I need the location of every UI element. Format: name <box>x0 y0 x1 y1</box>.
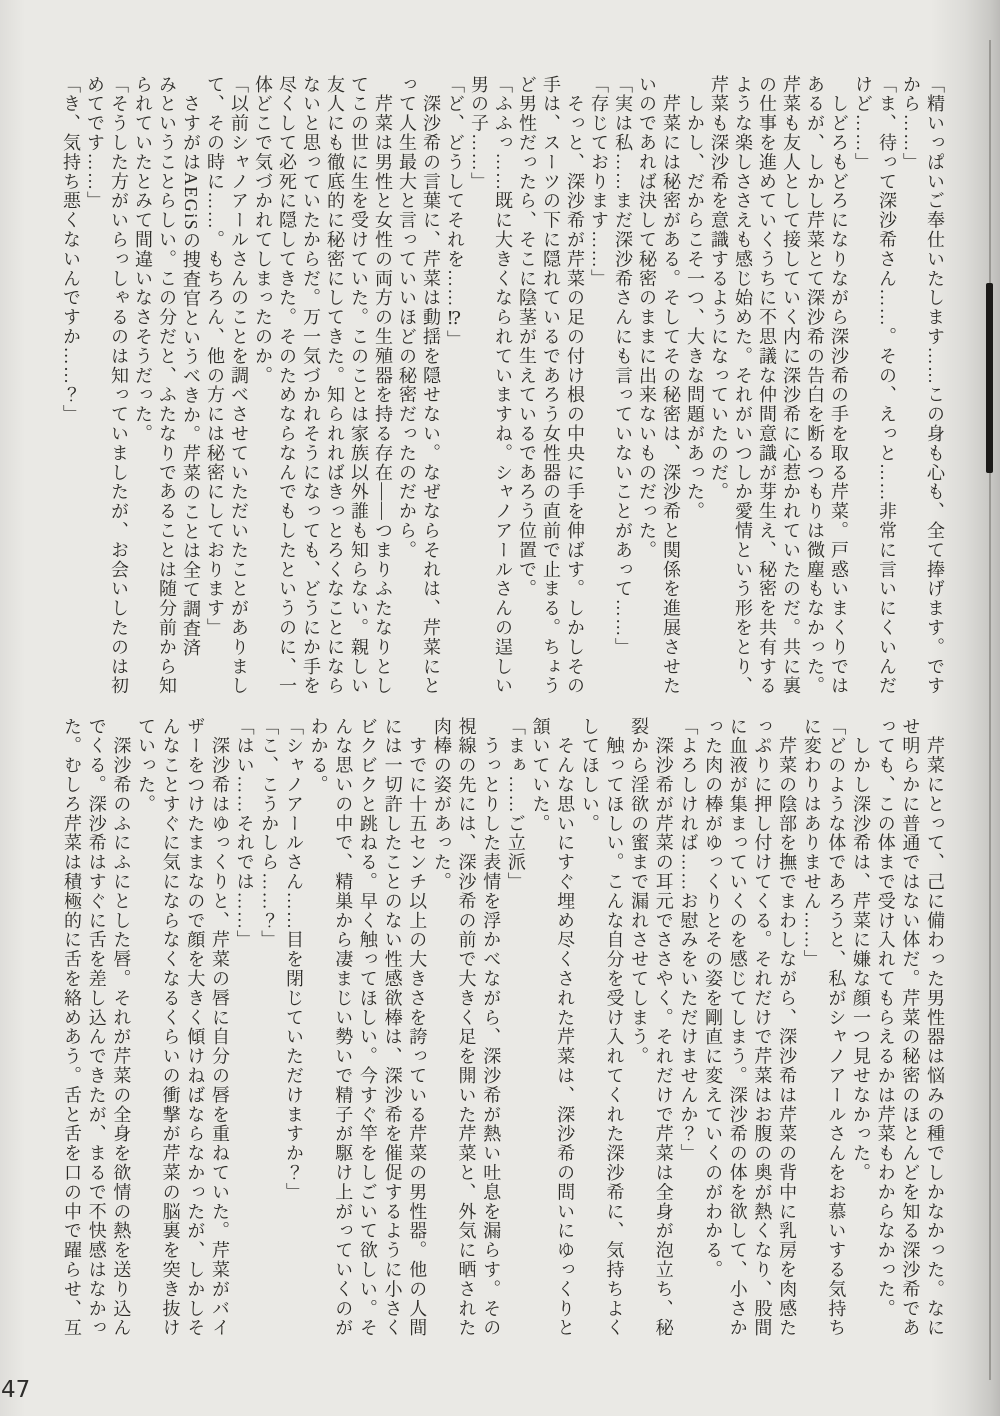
text-column: 深沙希が芹菜の耳元でささやく。それだけで芹菜は全身が泡立ち、秘 <box>653 717 674 1338</box>
text-column: すでに十五センチ以上の大きさを誇っている芹菜の男性器。他の人間 <box>407 717 428 1338</box>
text-column: 「シャノアールさん……目を閉じていただけますか？」 <box>283 717 304 1202</box>
text-column: の仕事を進めていくうちに不思議な仲間意識が芽生え、秘密を共有する <box>757 75 777 696</box>
text-column: 肉棒の姿があった。 <box>431 717 452 892</box>
text-column: ど男性だったら、そこに陰茎が生えているであろう位置で。 <box>517 75 537 599</box>
text-column: 「こ、こうかしら……？」 <box>259 717 280 950</box>
text-column: 芹菜の陰部を撫でまわしながら、深沙希は芹菜の背中に乳房を肉感た <box>777 717 798 1338</box>
text-column: 「ふふっ……既に大きくなられていますね。シャノアールさんの逞しい <box>493 75 513 696</box>
text-column: そっと、深沙希が芹菜の足の付け根の中央に手を伸ばす。しかしその <box>565 75 585 696</box>
text-column: うっとりした表情を浮かべながら、深沙希が熱い吐息を漏らす。その <box>481 717 502 1338</box>
text-column: 芹菜にとって、己に備わった男性器は悩みの種でしかなかった。なに <box>925 717 945 1338</box>
text-column: あるが、しかし芹菜とて深沙希の告白を断るつもりは微塵もなかった。 <box>805 75 825 696</box>
text-column: 「き、気持ち悪くないんですか……？」 <box>61 75 81 425</box>
text-column: みということらしい。この分だと、ふたなりであることは随分前から知 <box>157 75 177 696</box>
text-column: せ明らかに普通ではない体だ。芹菜の秘密のほとんどを知る深沙希であ <box>900 717 921 1338</box>
text-column: ていった。 <box>136 717 156 814</box>
text-column: 体どこで気づかれてしまったのか。 <box>253 75 273 386</box>
scan-artifact-bar <box>986 283 993 473</box>
text-column: って人生最大と言っていいほどの秘密だったのだから。 <box>397 75 417 560</box>
text-column: た。むしろ芹菜は積極的に舌を絡めあう。舌と舌を口の中で躍らせ、互 <box>62 717 83 1338</box>
text-column: っても、この体まで受け入れてもらえるかは芹菜もわからなかった。 <box>875 717 896 1319</box>
text-column: て、その時に……。もちろん、他の方には秘密にしております」 <box>205 75 225 638</box>
text-column: 芹菜も深沙希を意識するようになっていたのだ。 <box>709 75 729 502</box>
text-column: ないと思っていたからだ。万一気づかれそうになっても、どうにか手を <box>301 75 321 696</box>
text-column: 「はい……それでは……」 <box>234 717 255 950</box>
text-column: 尽くして必死に隠してきた。そのためならなんでもしたというのに、一 <box>277 75 297 696</box>
text-column: 視線の先には、深沙希の前で大きく足を開いた芹菜と、外気に晒された <box>456 717 477 1338</box>
text-column: さすがはAEGiSの捜査官というべきか。芹菜のことは全て調査済 <box>181 75 201 658</box>
text-column: 「存じております……」 <box>589 75 609 289</box>
text-column: そんな思いにすぐ埋め尽くされた芹菜は、深沙希の問いにゆっくりと <box>555 717 576 1338</box>
text-column: られていたとみて間違いなさそうだった。 <box>133 75 153 444</box>
text-column: 「どのような体であろうと、私がシャノアールさんをお慕いする気持ち <box>826 717 847 1338</box>
text-column: 芹菜には秘密がある。そしてその秘密は、深沙希と関係を進展させた <box>661 75 681 696</box>
text-column: んなことすぐに気にならなくなるくらいの衝撃が芹菜の脳裏を突き抜け <box>160 717 181 1338</box>
text-column: しかし、だからこそ一つ、大きな問題があった。 <box>685 75 705 522</box>
text-column: 頷いていた。 <box>530 717 551 834</box>
page-number: 47 <box>1 1377 31 1403</box>
text-column: に血液が集まっていくのを感じてしまう。深沙希の体を欲して、小さか <box>727 717 748 1338</box>
text-column: いのであれば決して秘密のままに出来ないものだった。 <box>637 75 657 560</box>
text-column: 「ま、待って深沙希さん……。その、えっと……非常に言いにくいんだ <box>877 75 897 696</box>
text-column: んな思いの中で、精巣から凄まじい勢いで精子が駆け上がっていくのが <box>333 717 354 1338</box>
text-column: 「精いっぱいご奉仕いたします……この身も心も、全て捧げます。です <box>925 75 945 696</box>
text-column: った肉の棒がゆっくりとその姿を剛直に変えていくのがわかる。 <box>703 717 724 1280</box>
text-column: 「実は私……まだ深沙希さんにも言っていないことがあって……」 <box>613 75 633 657</box>
text-column: ビクビクと跳ねる。早く触ってほしい。今すぐ竿をしごいて欲しい。そ <box>357 717 378 1338</box>
text-column: てこの世に生を受けていた。このことは家族以外誰も知らない。親しい <box>349 75 369 696</box>
text-column: 男の子……」 <box>469 75 489 192</box>
text-column: ザーをつけたままなので顔を大きく傾けねばならなかったが、しかしそ <box>185 717 206 1338</box>
text-column: 「まぁ……ご立派」 <box>505 717 526 892</box>
text-column: 芹菜は男性と女性の両方の生殖器を持る存在――つまりふたなりとし <box>373 75 393 696</box>
text-column: 深沙希のふにふにとした唇。それが芹菜の全身を欲情の熱を送り込ん <box>111 717 132 1338</box>
text-column: 深沙希の言葉に、芹菜は動揺を隠せない。なぜならそれは、芹菜にと <box>421 75 441 696</box>
text-column: わかる。 <box>308 717 329 795</box>
text-column: 芹菜も友人として接していく内に深沙希に心惹かれていたのだ。共に裏 <box>781 75 801 696</box>
text-column: しどろもどろになりながら深沙希の手を取る芹菜。戸惑いまくりでは <box>829 75 849 696</box>
text-column: には一切許したことのない性感欲棒は、深沙希を催促するように小さく <box>382 717 403 1338</box>
text-column: 「以前シャノアールさんのことを調べさせていただいたことがありまし <box>229 75 249 696</box>
text-column: 触ってほしい。こんな自分を受け入れてくれた深沙希に、気持ちよく <box>604 717 625 1338</box>
story-text-bottom-block <box>59 717 947 1353</box>
text-column: してほしい。 <box>579 717 600 834</box>
scan-edge-line <box>989 40 991 1380</box>
text-column: でくる。深沙希はすぐに舌を差し込んできたが、まるで不快感はなかっ <box>86 717 107 1338</box>
text-column: 手は、スーツの下に隠れているであろう女性器の直前で止まる。ちょう <box>541 75 561 696</box>
text-column: 「ど、どうしてそれを……⁉」 <box>445 75 465 350</box>
text-column: 友人にも徹底的に秘密にしてきた。知られればきっとろくなことになら <box>325 75 345 696</box>
text-column: ような楽しささえも感じ始めた。それがいつしか愛情という形をとり、 <box>733 75 753 696</box>
text-column: けど……」 <box>853 75 873 172</box>
text-column: しかし深沙希は、芹菜に嫌な顔一つ見せなかった。 <box>851 717 872 1183</box>
text-column: に変わりはありません……」 <box>801 717 822 970</box>
text-column: 裂から淫欲の蜜まで漏れさせてしまう。 <box>629 717 650 1067</box>
story-text-top-block <box>59 75 947 703</box>
text-column: っぷりに押し付けてくる。それだけで芹菜はお腹の奥が熱くなり、股間 <box>752 717 773 1338</box>
text-column: 「そうした方がいらっしゃるのは知っていましたが、お会いしたのは初 <box>109 75 129 696</box>
text-column: から……」 <box>901 75 921 172</box>
text-column: 深沙希はゆっくりと、芹菜の唇に自分の唇を重ねていた。芹菜がバイ <box>209 717 230 1338</box>
text-column: めてです……」 <box>85 75 105 211</box>
text-column: 「よろしければ……お慰みをいただけませんか？」 <box>678 717 699 1164</box>
